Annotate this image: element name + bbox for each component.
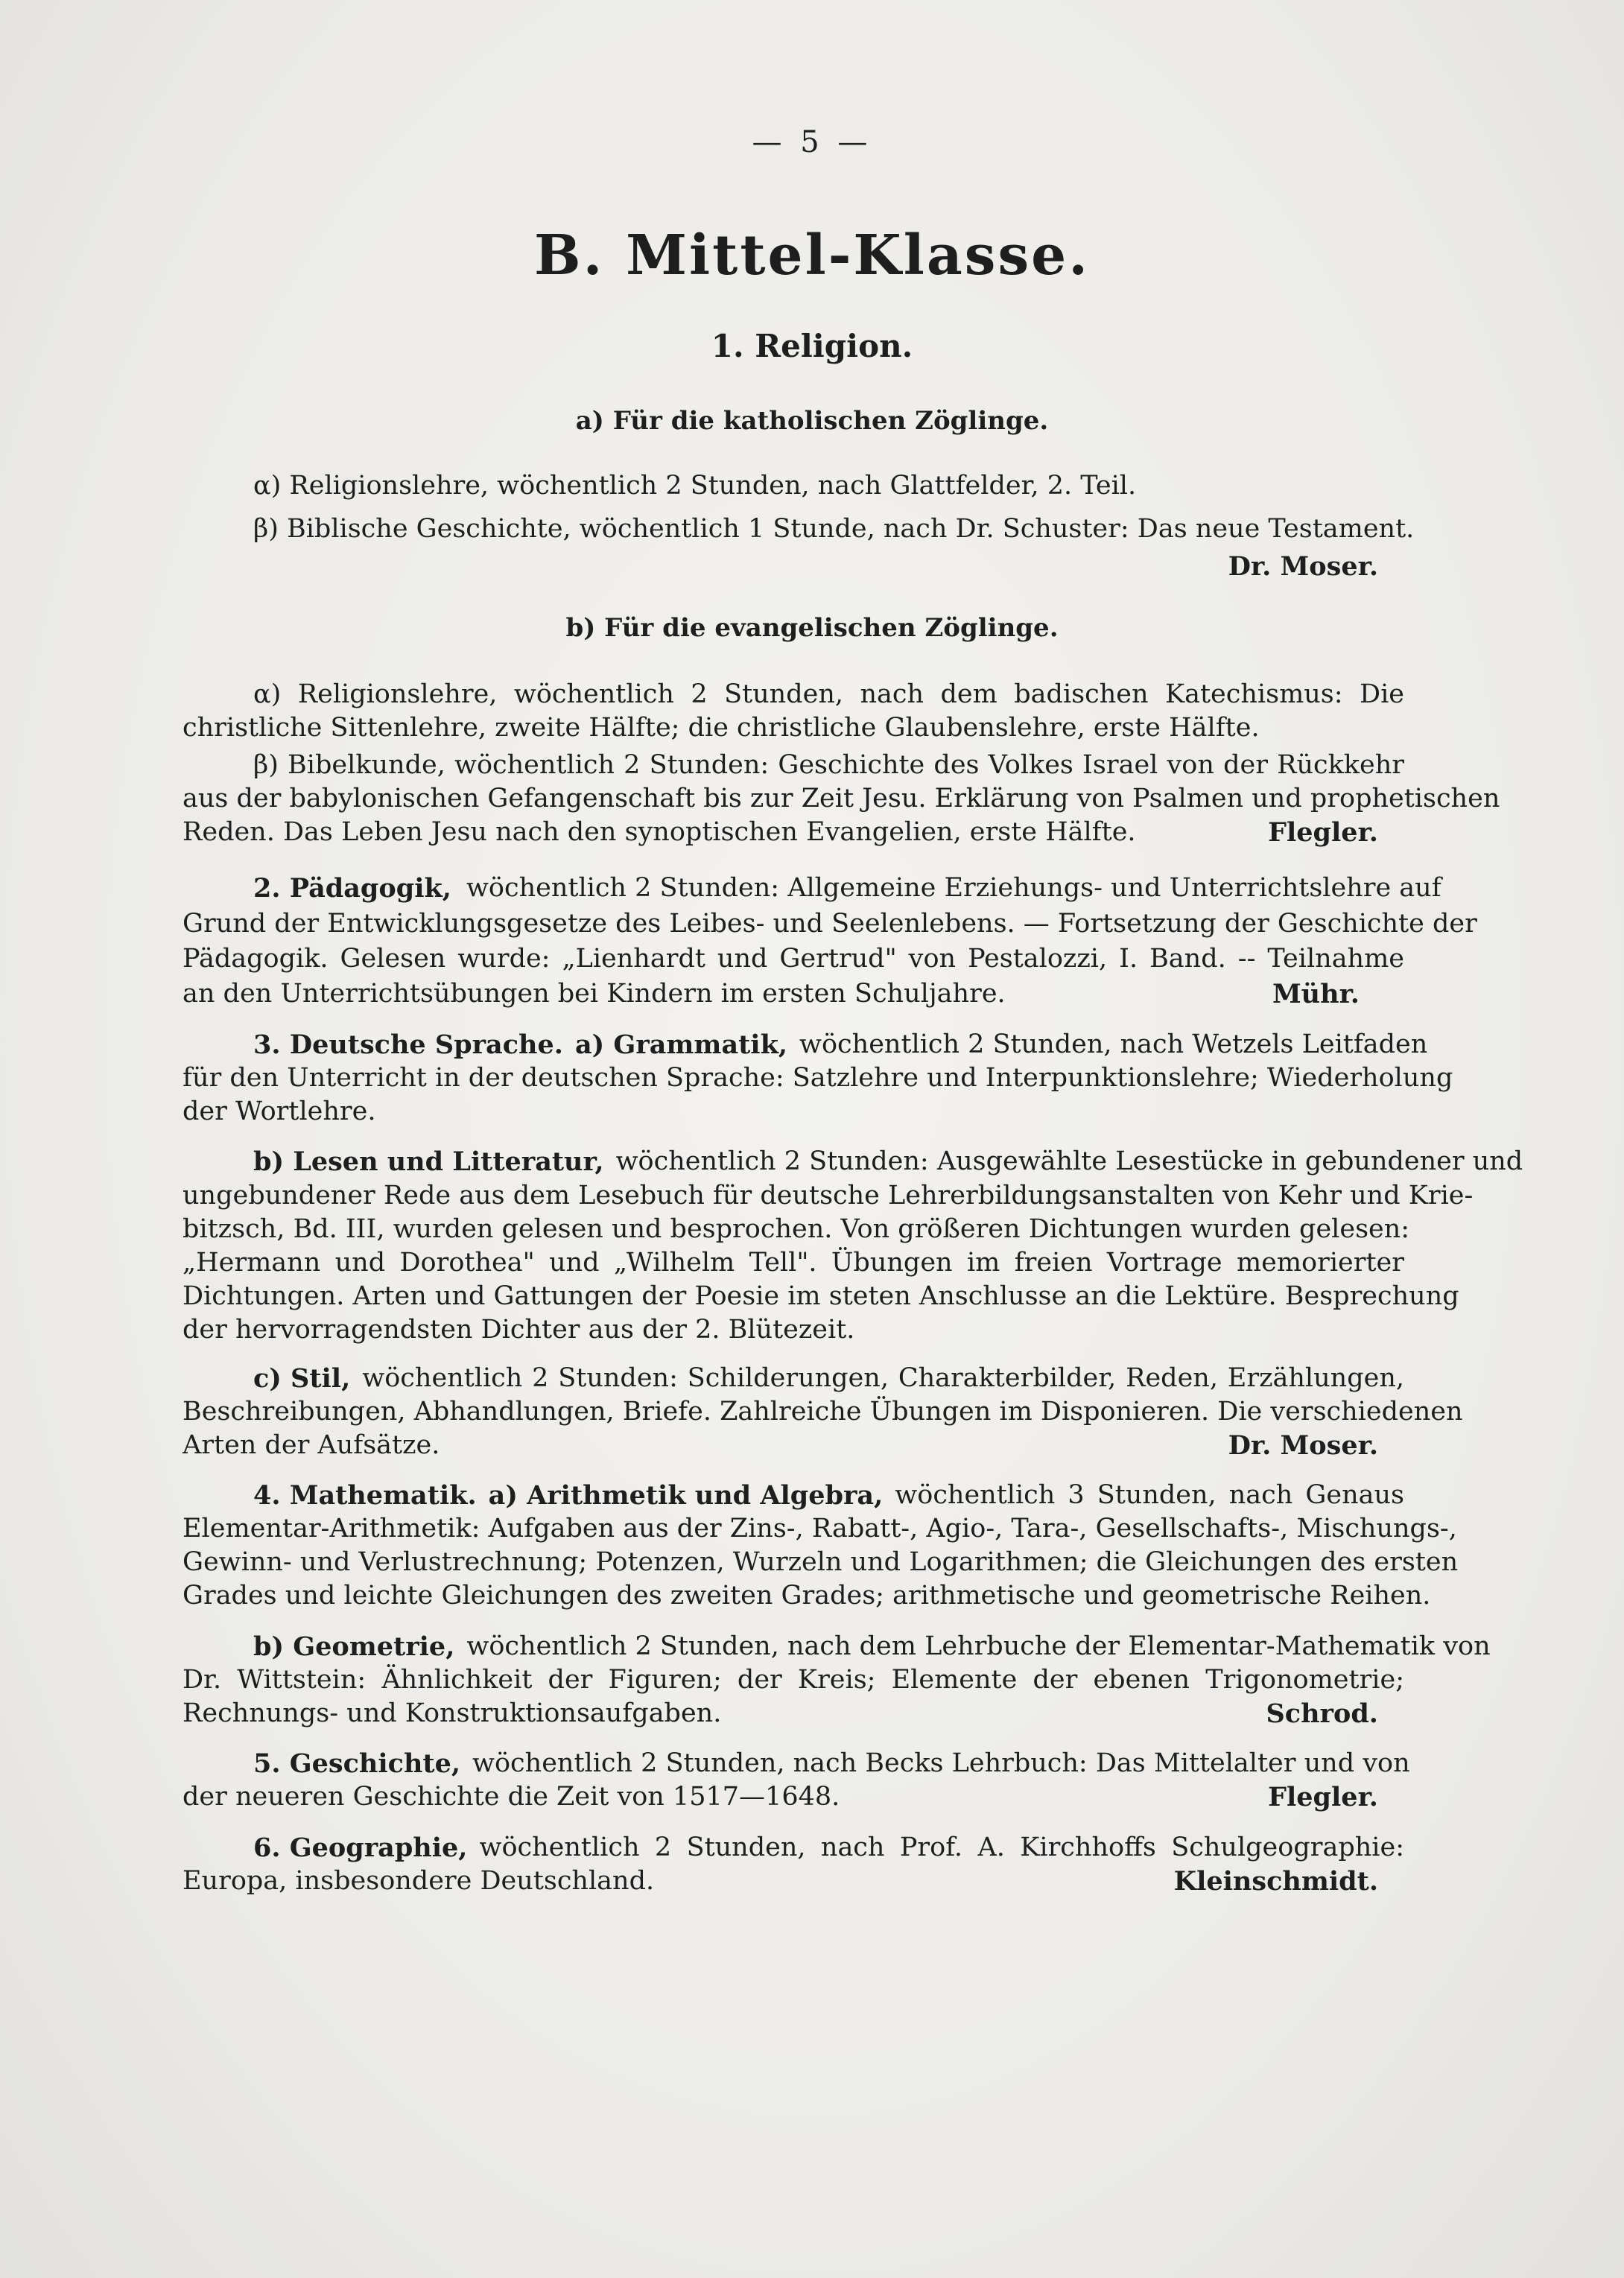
text-line: Beschreibungen, Abhandlungen, Briefe. Zahlreiche Übungen im Disponieren. Die verschiedenen [183, 1397, 1463, 1427]
text-line: Grades und leichte Gleichungen des zweiten Grades; arithmetische und geometrische Reihen. [183, 1581, 1431, 1611]
page-title: B. Mittel-Klasse. [534, 223, 1090, 288]
signature: Flegler. [1268, 817, 1378, 848]
section-heading-religion: 1. Religion. [711, 328, 913, 364]
text-line: christliche Sittenlehre, zweite Hälfte; die christliche Glaubenslehre, erste Hälfte. [183, 713, 1260, 743]
paragraph-first-line [253, 1479, 1404, 1512]
subheading-arithmetik-algebra: a) Arithmetik und Algebra, [488, 1480, 884, 1511]
text-line: Pädagogik. Gelesen wurde: „Lienhardt und Gertrud" von Pestalozzi, I. Band. -- Teilnahme [183, 944, 1404, 974]
section-heading-deutsch: 3. Deutsche Sprache. [253, 1029, 563, 1060]
text-line: α) Religionslehre, wöchentlich 2 Stunden, nach Glattfelder, 2. Teil. [253, 471, 1137, 501]
paragraph-first-line [253, 872, 1441, 905]
signature: Kleinschmidt. [1173, 1866, 1378, 1897]
text-line: Elementar-Arithmetik: Aufgaben aus der Zins-, Rabatt-, Agio-, Tara-, Gesellschafts-, Mischungs-, [183, 1514, 1457, 1543]
section-heading-geographie: 6. Geographie, [253, 1833, 468, 1863]
text-line: der Wortlehre. [183, 1097, 376, 1126]
subheading-geometrie: b) Geometrie, [253, 1631, 455, 1662]
text-line: Dichtungen. Arten und Gattungen der Poesie im steten Anschlusse an die Lektüre. Besprechung [183, 1281, 1459, 1311]
subheading-catholic: a) Für die katholischen Zöglinge. [575, 406, 1049, 436]
text-line: Dr. Wittstein: Ähnlichkeit der Figuren; der Kreis; Elemente der ebenen Trigonometrie; [183, 1665, 1404, 1695]
paragraph-first-line [253, 1831, 1404, 1865]
text-line: für den Unterricht in der deutschen Sprache: Satzlehre und Interpunktionslehre; Wiederholung [183, 1063, 1453, 1093]
text-line: wöchentlich 2 Stunden: Ausgewählte Lesestücke in gebundener und [615, 1146, 1523, 1176]
section-heading-geschichte: 5. Geschichte, [253, 1748, 461, 1779]
text-line: aus der babylonischen Gefangenschaft bis zur Zeit Jesu. Erklärung von Psalmen und prophetischen [183, 784, 1500, 813]
text-line: wöchentlich 2 Stunden: Allgemeine Erziehungs- und Unterrichtslehre auf [466, 873, 1441, 903]
text-line: Rechnungs- und Konstruktionsaufgaben. [183, 1698, 722, 1728]
text-line: wöchentlich 2 Stunden, nach Prof. A. Kirchhoffs Schulgeographie: [479, 1833, 1404, 1862]
signature: Dr. Moser. [1228, 1430, 1378, 1461]
paragraph-first-line [253, 1630, 1491, 1663]
paragraph-first-line [253, 1747, 1410, 1780]
text-line: β) Biblische Geschichte, wöchentlich 1 Stunde, nach Dr. Schuster: Das neue Testament. [253, 514, 1415, 544]
subheading-grammatik: a) Grammatik, [574, 1029, 788, 1060]
subheading-stil: c) Stil, [253, 1363, 351, 1394]
text-line: wöchentlich 2 Stunden: Schilderungen, Charakterbilder, Reden, Erzählungen, [362, 1363, 1404, 1393]
paragraph-first-line [253, 1362, 1404, 1395]
text-line: Europa, insbesondere Deutschland. [183, 1866, 655, 1896]
text-line: wöchentlich 2 Stunden, nach Wetzels Leitfaden [799, 1029, 1428, 1059]
paragraph-first-line [253, 1145, 1523, 1178]
paragraph-first-line [253, 1028, 1428, 1062]
signature: Flegler. [1268, 1782, 1378, 1812]
text-line: bitzsch, Bd. III, wurden gelesen und besprochen. Von größeren Dichtungen wurden gelesen: [183, 1214, 1410, 1244]
text-line: Gewinn- und Verlustrechnung; Potenzen, Wurzeln und Logarithmen; die Gleichungen des ersten [183, 1547, 1459, 1577]
signature: Schrod. [1266, 1698, 1378, 1729]
page-number: — 5 — [752, 125, 872, 159]
text-line: wöchentlich 2 Stunden, nach dem Lehrbuche der Elementar-Mathematik von [466, 1631, 1491, 1661]
text-line: α) Religionslehre, wöchentlich 2 Stunden, nach dem badischen Katechismus: Die [253, 679, 1404, 709]
section-heading-paedagogik: 2. Pädagogik, [253, 873, 451, 904]
signature: Mühr. [1272, 979, 1360, 1009]
text-line: Grund der Entwicklungsgesetze des Leibes- und Seelenlebens. — Fortsetzung der Geschichte der [183, 909, 1477, 939]
text-line: Arten der Aufsätze. [183, 1430, 440, 1460]
text-line: β) Bibelkunde, wöchentlich 2 Stunden: Geschichte des Volkes Israel von der Rückkehr [253, 750, 1404, 780]
text-line: der neueren Geschichte die Zeit von 1517—1648. [183, 1782, 840, 1812]
subheading-evangelical: b) Für die evangelischen Zöglinge. [565, 613, 1059, 643]
text-line: der hervorragendsten Dichter aus der 2. Blütezeit. [183, 1315, 855, 1345]
text-line: ungebundener Rede aus dem Lesebuch für deutsche Lehrerbildungsanstalten von Kehr und Krie- [183, 1181, 1474, 1211]
text-line: wöchentlich 3 Stunden, nach Genaus [895, 1480, 1404, 1510]
signature: Dr. Moser. [1228, 551, 1378, 582]
text-line: Reden. Das Leben Jesu nach den synoptischen Evangelien, erste Hälfte. [183, 817, 1136, 847]
text-line: an den Unterrichtsübungen bei Kindern im ersten Schuljahre. [183, 979, 1006, 1009]
section-heading-mathematik: 4. Mathematik. [253, 1480, 477, 1511]
text-line: „Hermann und Dorothea" und „Wilhelm Tell". Übungen im freien Vortrage memorierter [183, 1248, 1404, 1278]
subheading-lesen-litteratur: b) Lesen und Litteratur, [253, 1146, 604, 1177]
text-line: wöchentlich 2 Stunden, nach Becks Lehrbuch: Das Mittelalter und von [472, 1748, 1410, 1778]
